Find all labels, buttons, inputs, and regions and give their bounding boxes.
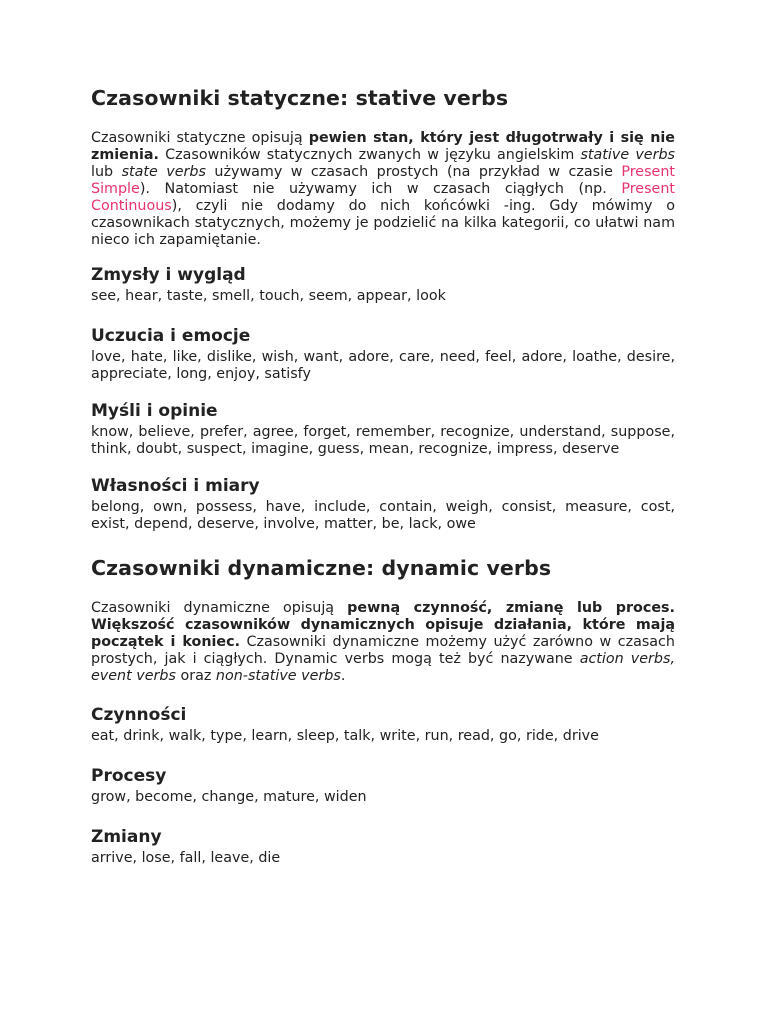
intro-italic: stative verbs bbox=[580, 147, 675, 163]
intro-text: Czasowniki statyczne opisują bbox=[91, 130, 309, 146]
dynamic-verbs-intro bbox=[91, 600, 675, 685]
category-changes bbox=[91, 826, 675, 867]
present-continuous-link[interactable]: Present Continuous bbox=[91, 181, 675, 214]
intro-italic: non-stative verbs bbox=[215, 668, 341, 684]
category-processes bbox=[91, 765, 675, 806]
category-heading: Własności i miary bbox=[91, 476, 260, 496]
intro-text: . bbox=[340, 668, 346, 684]
intro-bold: pewną czynność, zmianę lub proces. Większość czasowników dynamicznych opisuje działania, które mają początek i koniec. bbox=[91, 600, 675, 650]
category-heading: Czynności bbox=[91, 705, 187, 725]
category-words: see, hear, taste, smell, touch, seem, appear, look bbox=[91, 288, 446, 304]
category-heading: Procesy bbox=[91, 766, 167, 786]
present-simple-link[interactable]: Present Simple bbox=[91, 164, 676, 197]
category-heading: Zmysły i wygląd bbox=[91, 265, 246, 285]
category-words: love, hate, like, dislike, wish, want, adore, care, need, feel, adore, loathe, desire, appreciate, long, enjoy, satisfy bbox=[91, 349, 675, 382]
category-heading: Myśli i opinie bbox=[91, 401, 218, 421]
intro-text: ). Natomiast nie używamy ich w czasach ciągłych (np. bbox=[139, 181, 622, 197]
category-words: belong, own, possess, have, include, contain, weigh, consist, measure, cost, exist, depend, deserve, involve, matter, be, lack, owe bbox=[91, 499, 675, 532]
intro-text: lub bbox=[91, 164, 122, 180]
document-content bbox=[91, 85, 675, 867]
intro-italic: state verbs bbox=[121, 164, 206, 180]
category-words: know, believe, prefer, agree, forget, remember, recognize, understand, suppose, think, doubt, suspect, imagine, guess, mean, recognize, impress, deserve bbox=[91, 424, 675, 457]
category-senses bbox=[91, 264, 675, 305]
category-words: eat, drink, walk, type, learn, sleep, talk, write, run, read, go, ride, drive bbox=[91, 728, 599, 744]
dynamic-verbs-title: Czasowniki dynamiczne: dynamic verbs bbox=[91, 556, 552, 580]
stative-verbs-title: Czasowniki statyczne: stative verbs bbox=[91, 86, 509, 110]
category-possession bbox=[91, 475, 675, 533]
intro-bold: pewien stan, który jest długotrwały i się nie zmienia. bbox=[91, 130, 675, 163]
category-words: grow, become, change, mature, widen bbox=[91, 789, 367, 805]
intro-text: oraz bbox=[175, 668, 216, 684]
intro-text: Czasowniki dynamiczne opisują bbox=[91, 600, 348, 616]
category-thoughts bbox=[91, 400, 675, 458]
intro-text: ), czyli nie dodamy do nich końcówki -ing. Gdy mówimy o czasownikach statycznych, możemy je podzielić na kilka kategorii, co ułatwi nam nieco ich zapamiętanie. bbox=[91, 198, 675, 248]
intro-text: używamy w czasach prostych (na przykład w czasie bbox=[205, 164, 622, 180]
category-activities bbox=[91, 704, 675, 745]
intro-text: Czasowników statycznych zwanych w języku angielskim bbox=[158, 147, 581, 163]
stative-verbs-intro bbox=[91, 130, 675, 249]
intro-text: Czasowniki dynamiczne możemy użyć zarówno w czasach prostych, jak i ciągłych. Dynamic verbs mogą też być nazywane bbox=[91, 634, 675, 667]
category-feelings bbox=[91, 325, 675, 383]
intro-italic: action verbs, event verbs bbox=[91, 651, 676, 684]
category-heading: Zmiany bbox=[91, 827, 162, 847]
category-words: arrive, lose, fall, leave, die bbox=[91, 850, 281, 866]
category-heading: Uczucia i emocje bbox=[91, 326, 251, 346]
